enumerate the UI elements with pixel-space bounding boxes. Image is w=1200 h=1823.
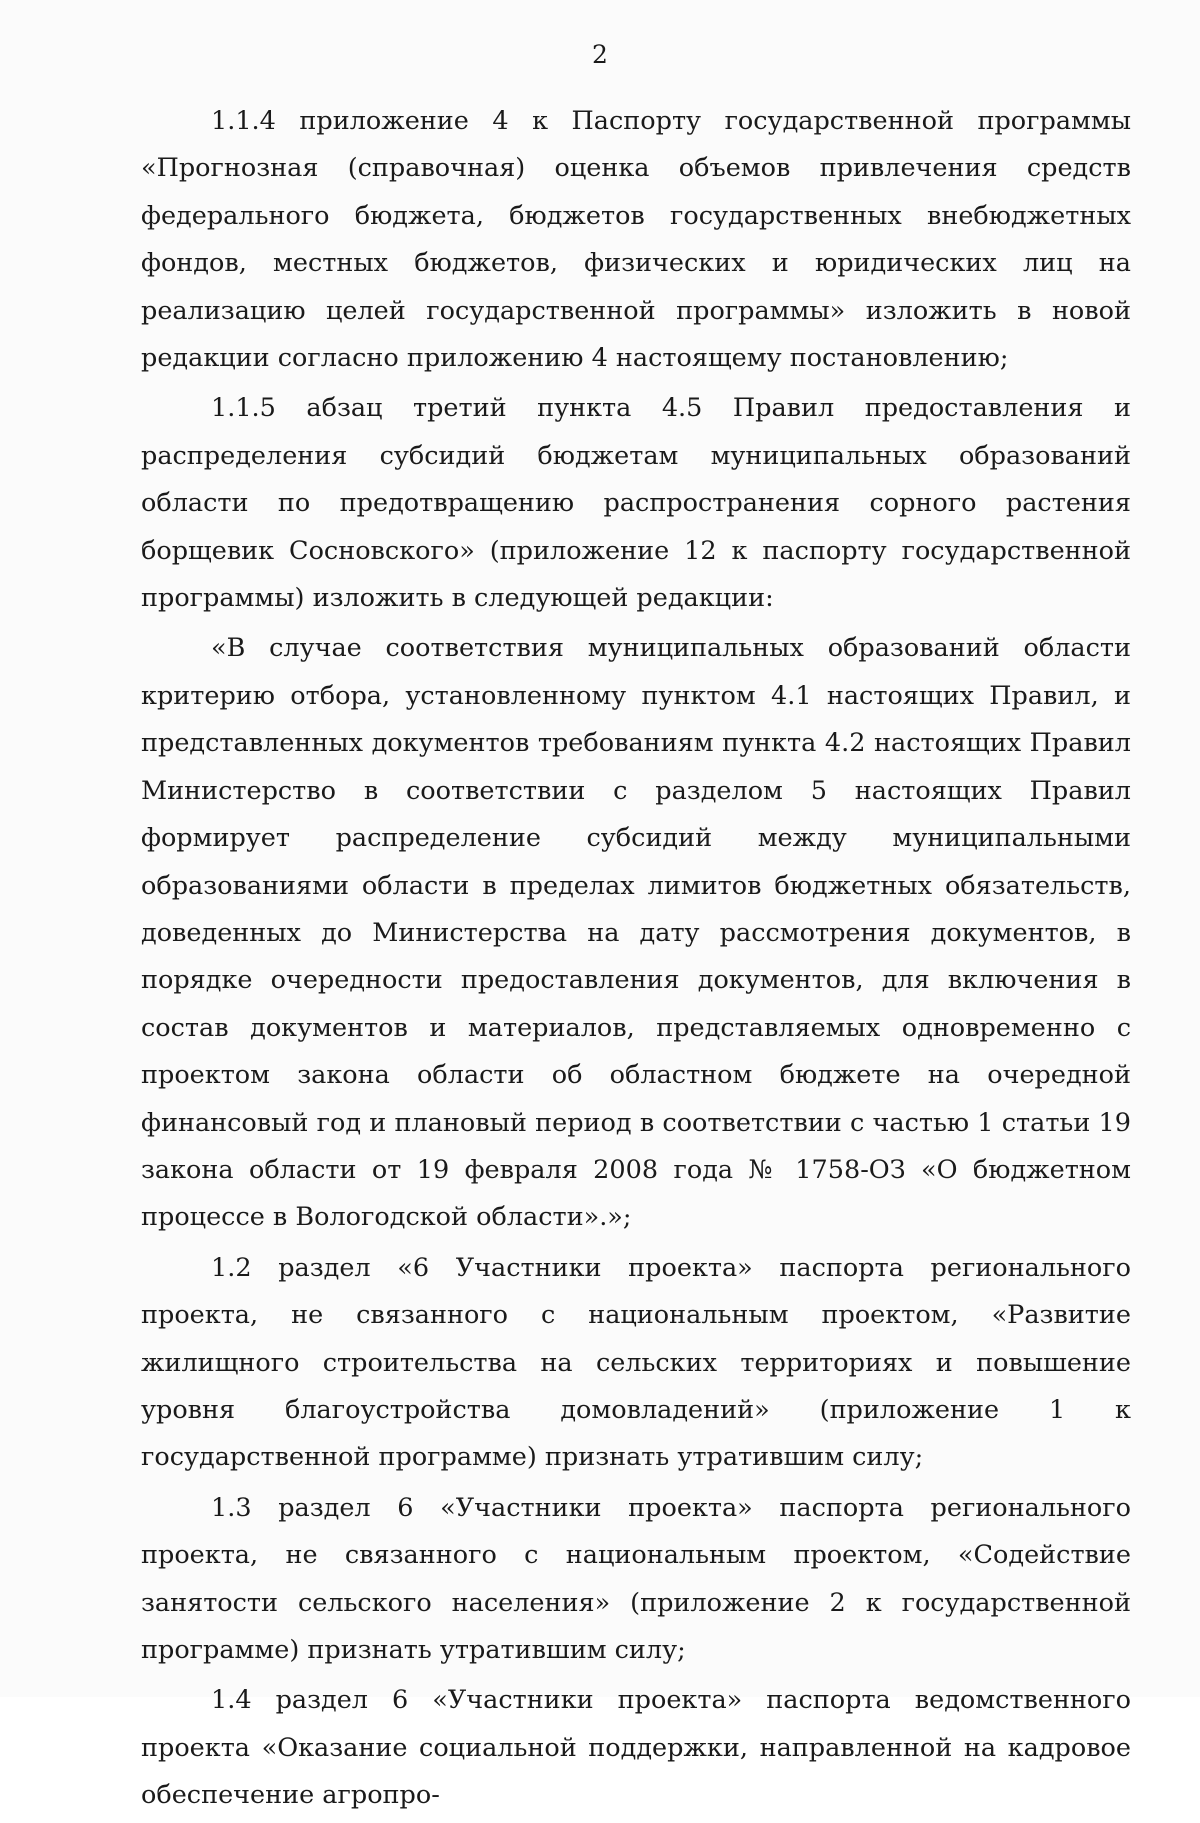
paragraph-quote: «В случае соответствия муниципальных образований области критерию отбора, установленному пунктом 4.1 настоящих Правил, и представленных документов требованиям пункта 4.2 настоящих Правил Министерство в соответствии с разделом 5 настоящих Правил формирует распределение субсидий между муниципальными образованиями области в пределах лимитов бюджетных обязательств, доведенных до Министерства на дату рассмотрения документов, в порядке очередности предоставления документов, для включения в состав документов и материалов, представляемых одновременно с проектом закона области об областном бюджете на очередной финансовый год и плановый период в соответствии с частью 1 статьи 19 закона области от 19 февраля 2008 года № 1758-ОЗ «О бюджетном процессе в Вологодской области».»; bbox=[141, 633, 1131, 1233]
page-number: 2 bbox=[592, 40, 608, 69]
paragraph-1-3: 1.3 раздел 6 «Участники проекта» паспорта регионального проекта, не связанного с национальным проектом, «Содействие занятости сельского населения» (приложение 2 к государственной программе) признать утратившим силу; bbox=[141, 1492, 1131, 1665]
document-body bbox=[141, 98, 1131, 1823]
paragraph-1-4: 1.4 раздел 6 «Участники проекта» паспорта ведомственного проекта «Оказание социальной поддержки, направленной на кадровое обеспечение агропро- bbox=[141, 1685, 1131, 1811]
paragraph-1-1-5: 1.1.5 абзац третий пункта 4.5 Правил предоставления и распределения субсидий бюджетам муниципальных образований области по предотвращению распространения сорного растения борщевик Сосновского» (приложение 12 к паспорту государственной программы) изложить в следующей редакции: bbox=[141, 393, 1131, 614]
paragraph-1-2: 1.2 раздел «6 Участники проекта» паспорта регионального проекта, не связанного с национальным проектом, «Развитие жилищного строительства на сельских территориях и повышение уровня благоустройства домовладений» (приложение 1 к государственной программе) признать утратившим силу; bbox=[141, 1252, 1131, 1473]
paragraph-1-1-4: 1.1.4 приложение 4 к Паспорту государственной программы «Прогнозная (справочная) оценка объемов привлечения средств федерального бюджета, бюджетов государственных внебюджетных фондов, местных бюджетов, физических и юридических лиц на реализацию целей государственной программы» изложить в новой редакции согласно приложению 4 настоящему постановлению; bbox=[141, 106, 1131, 374]
